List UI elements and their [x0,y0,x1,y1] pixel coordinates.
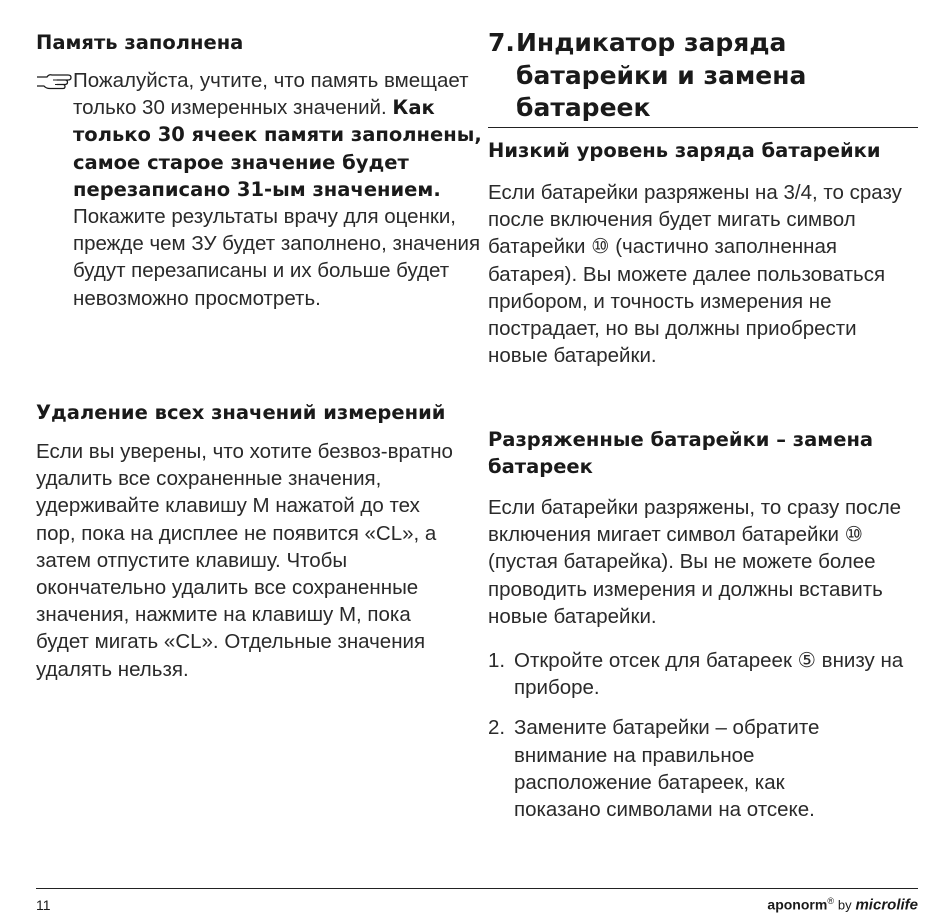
brand-by: by [837,897,852,913]
low-battery-text: Если батарейки разряжены на 3/4, то сразу после включения будет мигать символ батарейки ⑩ (частично заполненная батарея). Вы можете далее пользоваться прибором, и точность измерения не пострадает, но вы должны приобрести новые батарейки. [488,181,902,368]
section-title-text: Индикатор заряда батарейки и замена батареек [516,28,807,122]
section-title [488,27,846,125]
brand-logo [767,896,918,914]
section-number: 7. [488,28,515,57]
pointing-hand-icon [35,73,73,91]
replace-battery-heading: Разряженные батарейки – замена батареек [488,428,874,478]
replace-steps-list [488,647,918,823]
section-divider [488,127,918,128]
delete-all-text: Если вы уверены, что хотите безвоз-вратно удалить все сохраненные значения, удерживайте клавишу M нажатой до тех пор, пока на дисплее не появится «CL», а затем отпустите клавишу. Чтобы окончательно удалить все сохраненные значения, нажмите на клавишу M, пока будет мигать «CL». Отдельные значения удалять нельзя. [36,440,453,681]
delete-all-heading: Удаление всех значений измерений [36,401,446,424]
low-battery-heading: Низкий уровень заряда батарейки [488,139,881,162]
memory-full-heading: Память заполнена [36,31,244,54]
brand-registered: ® [827,896,834,906]
replace-battery-text: Если батарейки разряжены, то сразу после включения мигает символ батарейки ⑩ (пустая батарейка). Вы не можете более проводить измерения и должны вставить новые батарейки. [488,496,902,628]
memory-full-note [36,67,498,312]
footer-divider [36,888,918,889]
brand-name: aponorm [767,896,828,913]
page-number: 11 [36,897,51,913]
step-item: 2. Замените батарейки – обратите внимание на правильное расположение батареек, как показано символами на отсеке. [488,716,820,822]
memory-full-text: Пожалуйста, учтите, что память вмещает только 30 измеренных значений. Как только 30 ячеек памяти заполнены, самое старое значение будет перезаписано 31-ым значением. Покажите результаты врачу для оценки, прежде чем ЗУ будет заполнено, значения будут перезаписаны и их больше будет невозможно просмотреть. [73,69,482,310]
brand-maker: microlife [855,896,918,914]
step-item: 1. Откройте отсек для батареек ⑤ внизу на приборе. [488,649,904,700]
